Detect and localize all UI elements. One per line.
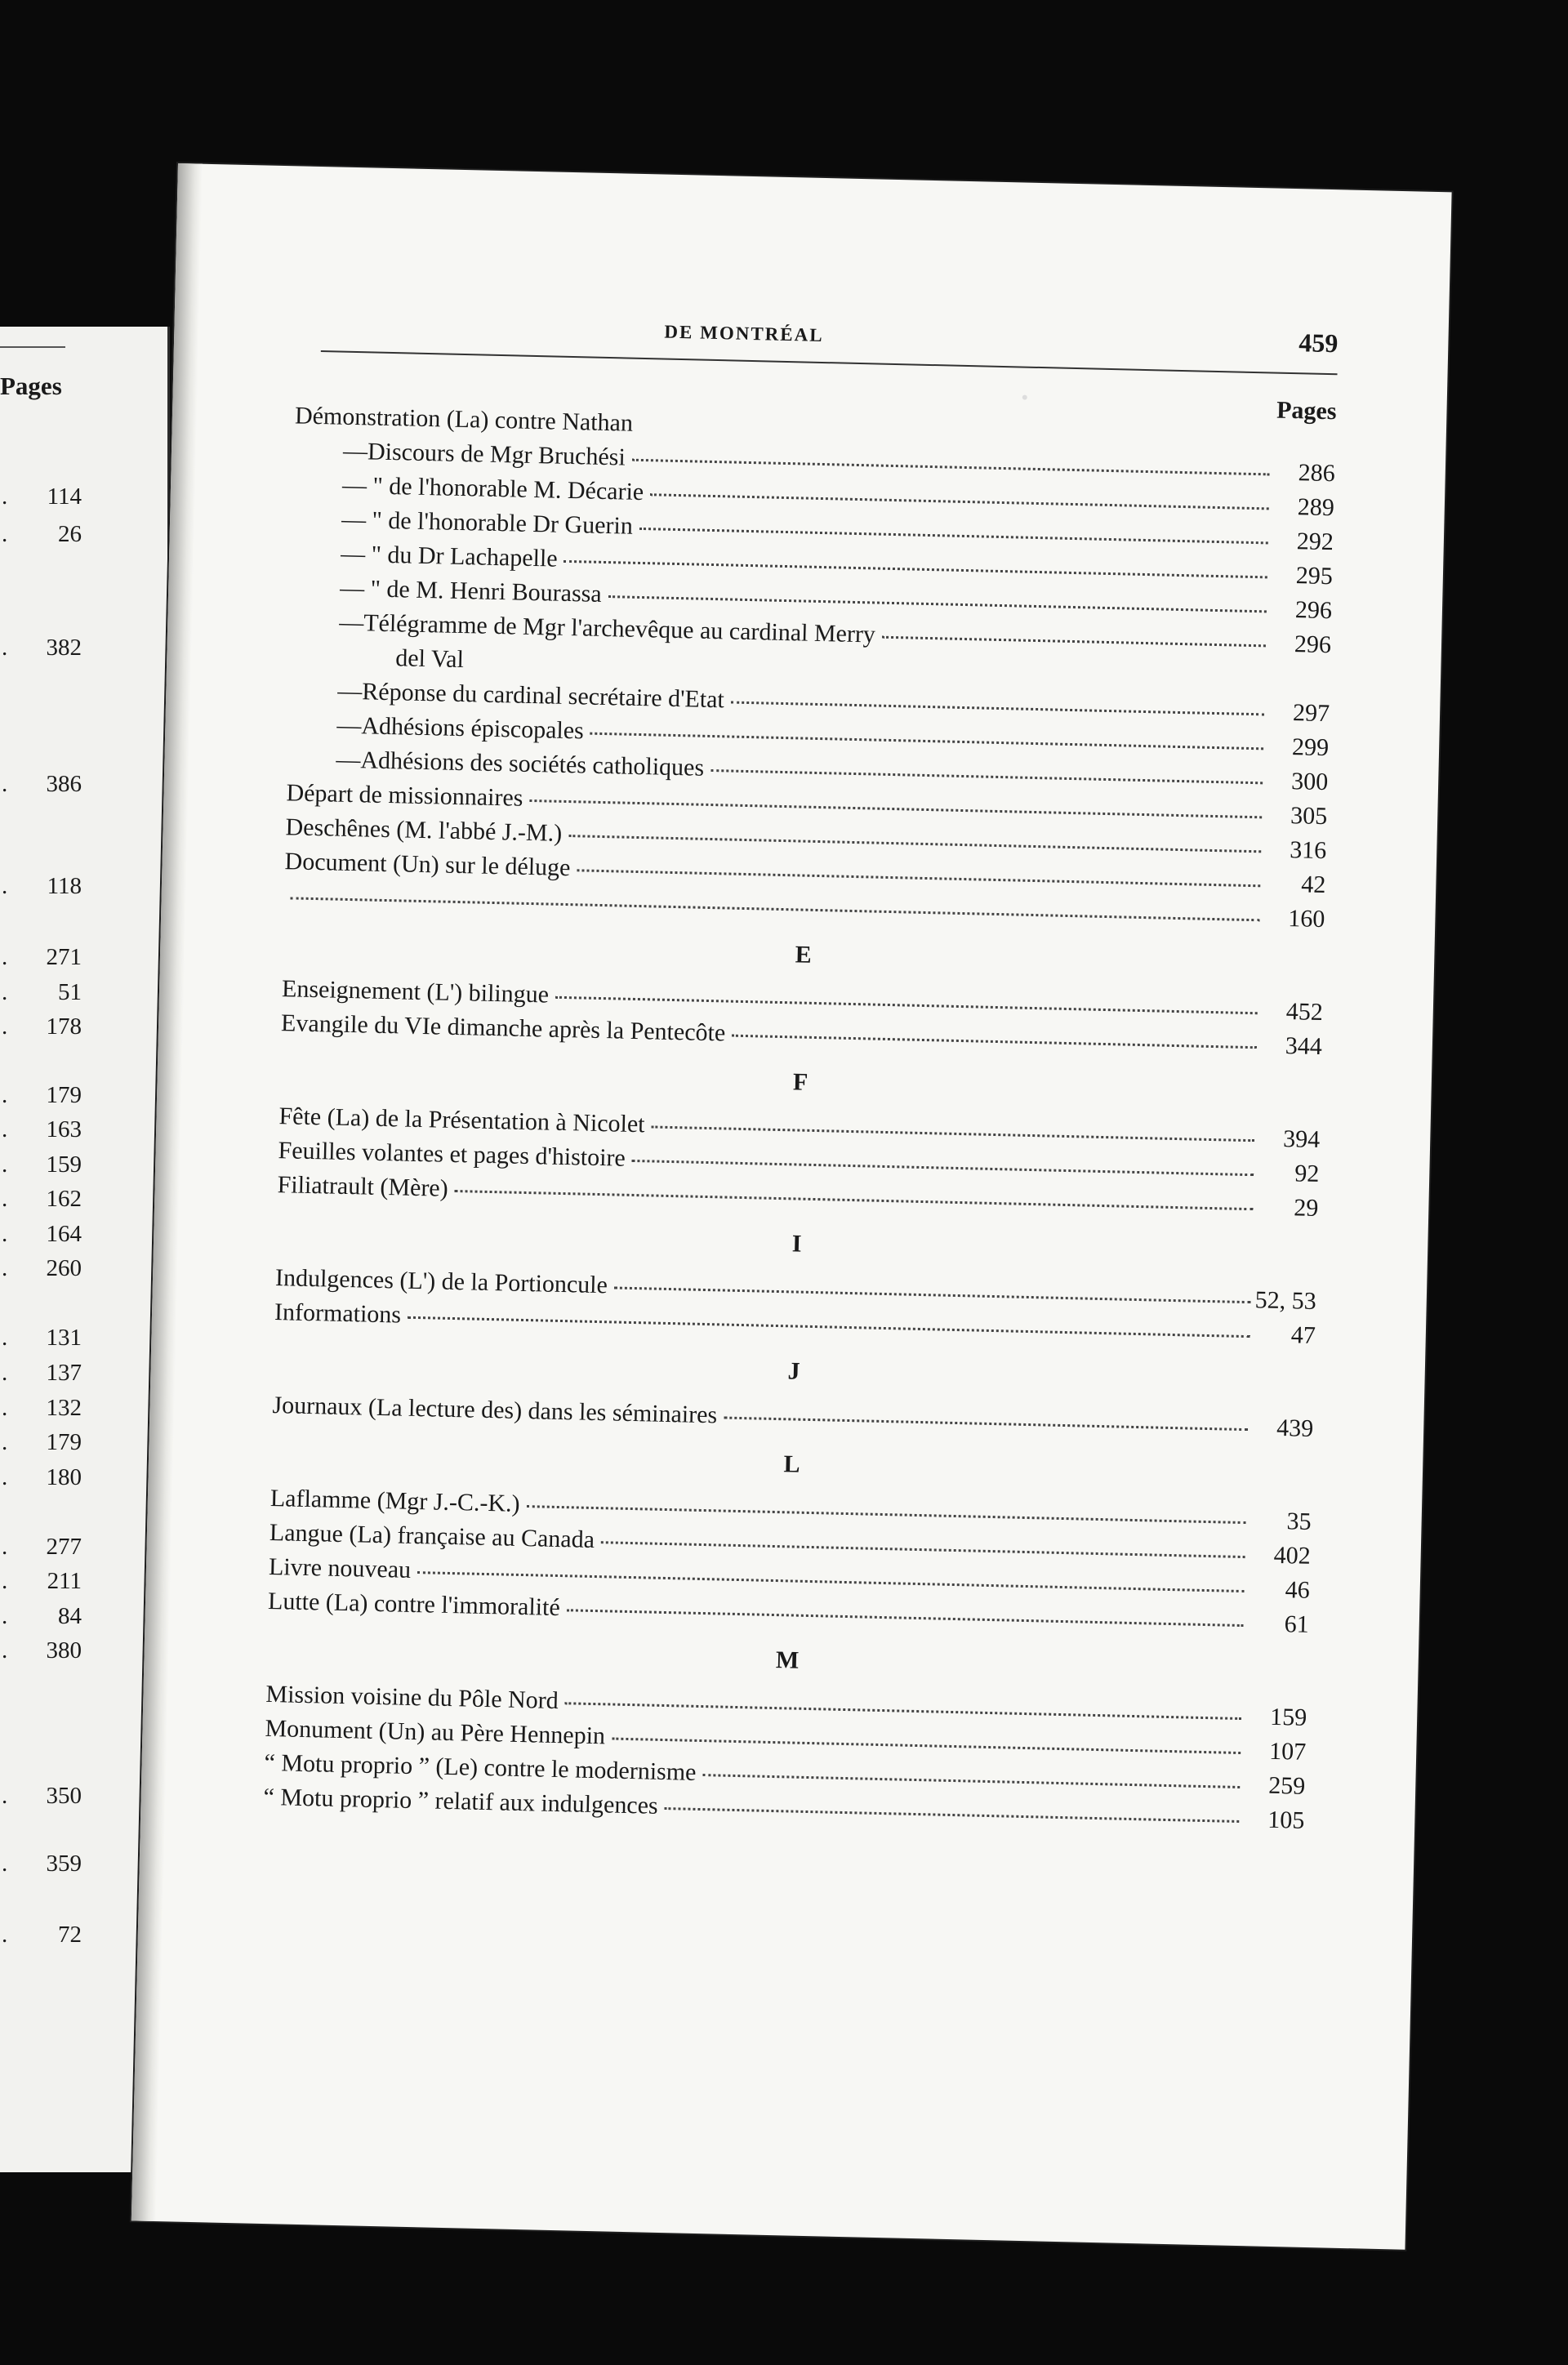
left-page-row xyxy=(0,1013,82,1046)
left-page-row xyxy=(0,483,82,516)
paper-speck xyxy=(1022,395,1027,400)
left-page-row xyxy=(0,1116,82,1149)
dot-leader xyxy=(555,996,1258,1015)
section-letter: L xyxy=(783,1450,800,1478)
left-page-number: 84 xyxy=(58,1602,82,1629)
leader-dot: . xyxy=(2,1463,8,1490)
left-page-number: 162 xyxy=(46,1186,82,1213)
dot-leader xyxy=(529,799,1262,818)
entry-title: del Val xyxy=(394,644,465,674)
entry-title: —Discours de Mgr Bruchési xyxy=(342,437,626,471)
dot-leader xyxy=(650,493,1269,510)
leader-dot: . xyxy=(2,1533,8,1560)
dot-leader xyxy=(568,835,1261,853)
left-page-number: 114 xyxy=(47,483,82,510)
dot-leader xyxy=(577,869,1260,887)
entry-title: Enseignement (L') bilingue xyxy=(281,975,550,1009)
left-page-row xyxy=(0,1151,82,1184)
entry-page-number: 452 xyxy=(1285,998,1324,1027)
entry-page-number: 159 xyxy=(1269,1703,1307,1731)
entry-title: Laflamme (Mgr J.-C.-K.) xyxy=(270,1484,520,1517)
leader-dot: . xyxy=(2,1360,8,1386)
dot-leader xyxy=(664,1807,1239,1823)
leader-dot: . xyxy=(2,1394,8,1421)
left-page-number: 163 xyxy=(46,1116,82,1143)
left-page-row xyxy=(0,1395,82,1427)
dot-leader xyxy=(731,701,1264,716)
leader-dot: . xyxy=(2,1429,8,1456)
running-head: DE MONTRÉAL xyxy=(664,321,824,345)
left-page-row xyxy=(0,1851,82,1883)
left-page-number: 164 xyxy=(46,1220,82,1247)
entry-title: Feuilles volantes et pages d'histoire xyxy=(278,1137,626,1172)
dot-leader xyxy=(639,528,1268,544)
leader-dot: . xyxy=(2,770,8,797)
dot-leader xyxy=(608,595,1267,612)
left-page-row xyxy=(0,1922,82,1954)
dot-leader xyxy=(651,1125,1254,1142)
left-page-row xyxy=(0,979,82,1012)
leader-dot: . xyxy=(2,1081,8,1108)
dot-leader xyxy=(612,1738,1241,1754)
page-number: 459 xyxy=(1298,327,1339,359)
entry-page-number: 259 xyxy=(1267,1771,1306,1800)
entry-page-number: 344 xyxy=(1285,1032,1323,1061)
leader-dot: . xyxy=(2,1220,8,1247)
entry-page-number: 299 xyxy=(1291,733,1330,762)
leader-dot: . xyxy=(2,635,8,661)
dot-leader xyxy=(632,459,1270,476)
entry-title: Livre nouveau xyxy=(268,1552,412,1583)
entry-title: Départ de missionnaires xyxy=(286,779,523,812)
left-page-number: 72 xyxy=(58,1922,82,1949)
leader-dot: . xyxy=(2,873,8,900)
dot-leader xyxy=(702,1774,1240,1788)
entry-page-number: 292 xyxy=(1296,528,1334,556)
left-page-row xyxy=(0,521,82,554)
leader-dot: . xyxy=(2,1013,8,1040)
leader-dot: . xyxy=(2,1602,8,1629)
entry-title: Fête (La) de la Présentation à Nicolet xyxy=(278,1102,645,1138)
left-page-row xyxy=(0,1568,82,1601)
leader-dot: . xyxy=(2,978,8,1005)
entry-title: Indulgences (L') de la Portioncule xyxy=(274,1264,608,1299)
left-page-row xyxy=(0,1325,82,1357)
left-page-number: 380 xyxy=(46,1637,82,1664)
left-page-number: 132 xyxy=(46,1394,82,1421)
dot-leader xyxy=(724,1417,1248,1432)
entry-page-number: 439 xyxy=(1276,1414,1314,1442)
leader-dot: . xyxy=(2,1116,8,1143)
left-page-number: 179 xyxy=(46,1081,82,1108)
leader-dot: . xyxy=(2,1325,8,1352)
entry-title: “ Motu proprio ” (Le) contre le modernisme xyxy=(264,1748,697,1786)
left-page-row xyxy=(0,1637,82,1670)
entry-page-number: 296 xyxy=(1294,630,1332,659)
left-page-number: 118 xyxy=(47,873,82,900)
entry-page-number: 42 xyxy=(1300,871,1326,899)
entry-title: “ Motu proprio ” relatif aux indulgences xyxy=(263,1783,659,1819)
entry-page-number: 29 xyxy=(1293,1194,1319,1223)
left-page-number: 131 xyxy=(46,1325,82,1352)
leader-dot: . xyxy=(2,944,8,971)
entry-page-number: 296 xyxy=(1294,596,1333,625)
entry-title: Journaux (La lecture des) dans les séminaires xyxy=(272,1392,718,1429)
left-page-number: 180 xyxy=(46,1463,82,1490)
dot-leader xyxy=(564,1702,1241,1720)
left-page-number: 26 xyxy=(58,521,82,548)
entry-page-number: 52, 53 xyxy=(1254,1286,1317,1315)
entry-page-number: 46 xyxy=(1285,1576,1311,1604)
header-rule xyxy=(321,350,1338,375)
left-page-row xyxy=(0,1429,82,1462)
dot-leader xyxy=(590,733,1263,750)
index-entries xyxy=(263,374,1337,1834)
left-page-row xyxy=(0,944,82,977)
entry-title: Monument (Un) au Père Hennepin xyxy=(265,1714,606,1750)
leader-dot: . xyxy=(2,521,8,548)
leader-dot: . xyxy=(2,1568,8,1595)
dot-leader xyxy=(291,897,1260,921)
entry-title: — " de l'honorable Dr Guerin xyxy=(341,506,634,540)
left-page-number: 359 xyxy=(46,1851,82,1877)
left-page-number: 350 xyxy=(46,1783,82,1809)
left-page-row xyxy=(0,1534,82,1566)
index-entry xyxy=(272,1388,1314,1446)
dot-leader xyxy=(567,1609,1244,1627)
left-page-number: 51 xyxy=(58,978,82,1005)
left-page-number: 178 xyxy=(46,1013,82,1040)
left-page-row xyxy=(0,873,82,906)
dot-leader xyxy=(417,1571,1245,1592)
index-page xyxy=(131,163,1452,2250)
entry-title: Informations xyxy=(274,1298,402,1329)
entry-page-number: 316 xyxy=(1289,836,1327,865)
left-page-number: 179 xyxy=(46,1429,82,1456)
section-letter: F xyxy=(792,1068,808,1096)
left-page-number: 159 xyxy=(46,1151,82,1178)
dot-leader xyxy=(455,1190,1254,1210)
leader-dot: . xyxy=(2,1922,8,1949)
entry-title: Document (Un) sur le déluge xyxy=(284,848,571,882)
entry-page-number: 105 xyxy=(1267,1806,1305,1834)
entry-title: Deschênes (M. l'abbé J.-M.) xyxy=(285,813,563,847)
left-page-row xyxy=(0,1360,82,1392)
entry-title: Démonstration (La) contre Nathan xyxy=(294,402,634,437)
left-page-number: 386 xyxy=(46,770,82,797)
entry-title: —Réponse du cardinal secrétaire d'Etat xyxy=(337,677,725,714)
entry-page-number: 160 xyxy=(1287,905,1325,933)
left-page-row xyxy=(0,1783,82,1815)
left-page-row xyxy=(0,635,82,667)
entry-page-number: 297 xyxy=(1292,699,1330,728)
dot-leader xyxy=(564,560,1267,579)
left-page-number: 271 xyxy=(46,944,82,971)
dot-leader xyxy=(732,1035,1257,1049)
entry-title: Mission voisine du Pôle Nord xyxy=(265,1680,559,1715)
entry-page-number: 305 xyxy=(1290,802,1328,831)
pages-column-heading: Pages xyxy=(1276,396,1337,425)
leader-dot: . xyxy=(2,1851,8,1877)
entry-page-number: 289 xyxy=(1297,493,1335,522)
entry-title: — " de M. Henri Bourassa xyxy=(339,574,603,608)
entry-page-number: 394 xyxy=(1282,1125,1321,1154)
section-letter: J xyxy=(787,1357,801,1385)
entry-page-number: 92 xyxy=(1294,1160,1320,1188)
entry-page-number: 295 xyxy=(1295,562,1334,590)
entry-page-number: 61 xyxy=(1284,1610,1310,1638)
dot-leader xyxy=(710,769,1263,784)
left-page-row xyxy=(0,771,82,804)
dot-leader xyxy=(631,1160,1254,1176)
leader-dot: . xyxy=(2,1637,8,1664)
left-page-number: 382 xyxy=(46,635,82,661)
leader-dot: . xyxy=(2,1151,8,1178)
leader-dot: . xyxy=(2,1186,8,1213)
dot-leader xyxy=(614,1286,1251,1303)
entry-title: Lutte (La) contre l'immoralité xyxy=(267,1587,561,1622)
left-page-row xyxy=(0,1186,82,1218)
left-page-number: 211 xyxy=(47,1568,82,1595)
entry-page-number: 35 xyxy=(1286,1508,1312,1535)
entry-title: Langue (La) française au Canada xyxy=(269,1518,595,1554)
dot-leader xyxy=(527,1505,1246,1524)
entry-title: Evangile du VIe dimanche après la Pentecôte xyxy=(280,1009,726,1047)
left-page-row xyxy=(0,1221,82,1254)
dot-leader xyxy=(408,1316,1250,1338)
entry-title: —Adhésions épiscopales xyxy=(336,711,585,745)
leader-dot: . xyxy=(2,483,8,510)
section-letter: M xyxy=(775,1646,800,1674)
entry-title: Filiatrault (Mère) xyxy=(277,1171,449,1202)
dot-leader xyxy=(882,636,1266,648)
left-page-heading: Pages xyxy=(0,372,62,400)
entry-title: —Télégramme de Mgr l'archevêque au cardinal Merry xyxy=(338,608,876,648)
entry-page-number: 286 xyxy=(1298,459,1336,488)
entry-page-number: 300 xyxy=(1290,768,1329,796)
left-page-number: 260 xyxy=(46,1255,82,1282)
entry-title: —Adhésions des sociétés catholiques xyxy=(336,746,705,782)
left-page-row xyxy=(0,1082,82,1115)
leader-dot: . xyxy=(2,1783,8,1809)
left-page-row xyxy=(0,1255,82,1288)
section-letter: I xyxy=(791,1230,802,1258)
left-page-row xyxy=(0,1603,82,1636)
left-page-number: 277 xyxy=(46,1533,82,1560)
section-letter: E xyxy=(795,941,813,969)
entry-page-number: 107 xyxy=(1268,1737,1307,1766)
left-page-rule xyxy=(0,346,65,348)
entry-title: — " du Dr Lachapelle xyxy=(340,540,558,572)
leader-dot: . xyxy=(2,1255,8,1282)
entry-page-number: 402 xyxy=(1273,1541,1312,1570)
left-page-number: 137 xyxy=(46,1360,82,1386)
dot-leader xyxy=(601,1541,1245,1558)
entry-title: — " de l'honorable M. Décarie xyxy=(341,471,644,506)
left-page-row xyxy=(0,1464,82,1497)
entry-page-number: 47 xyxy=(1290,1321,1316,1349)
